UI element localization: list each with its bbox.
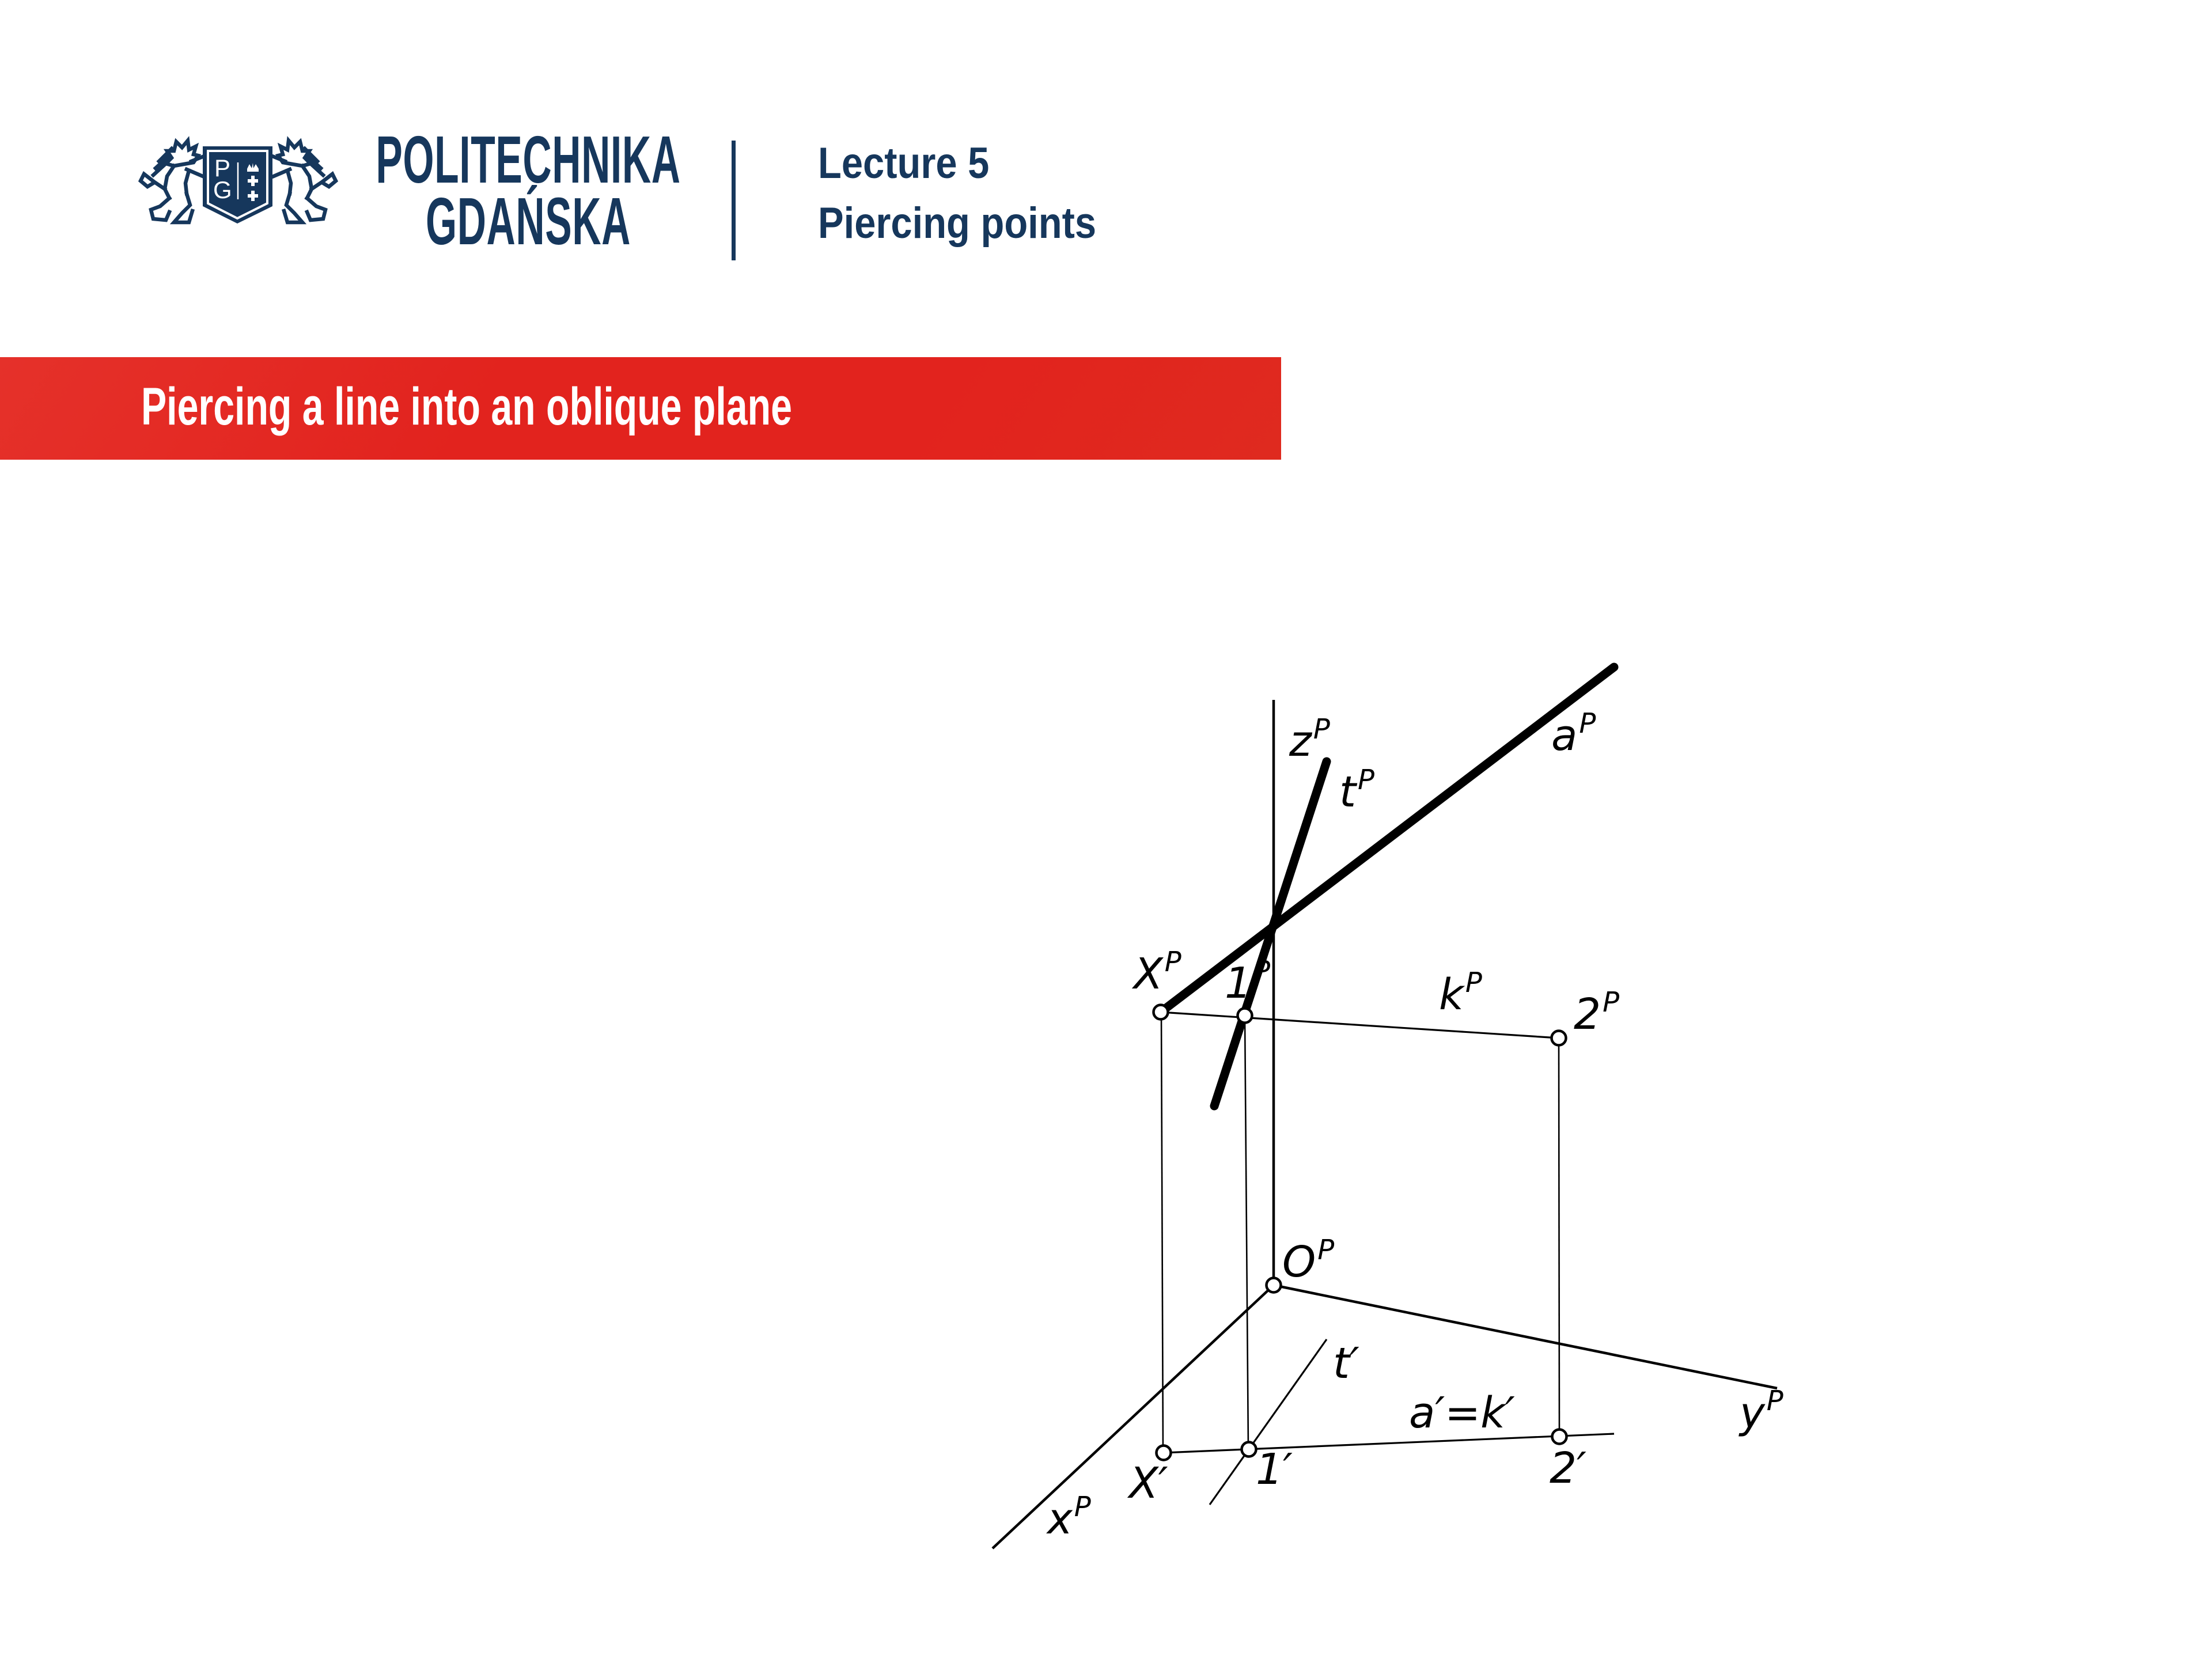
line-k-picture (1161, 1012, 1559, 1038)
label-t-top-view: t′ (1333, 1339, 1359, 1388)
label-t-picture: $t^P$ (1339, 764, 1374, 817)
institution-line1: POLITECHNIKA (376, 122, 681, 197)
label-k-picture: $k^P$ (1439, 967, 1482, 1020)
label-X-top-view: X′ (1129, 1459, 1168, 1508)
point-2-picture (1552, 1031, 1566, 1046)
label-x-axis: $x^P$ (1047, 1491, 1091, 1544)
point-1-picture (1238, 1009, 1252, 1023)
projection-line-X (1161, 1012, 1163, 1453)
lecture-topic: Piercing points (818, 199, 1097, 248)
label-a-picture: $a^P$ (1551, 707, 1596, 760)
institution-line2: GDAŃSKA (425, 184, 631, 259)
point-origin (1267, 1278, 1281, 1293)
line-a-k-top-view (1164, 1434, 1614, 1453)
label-1-picture: $1^P$ (1225, 955, 1271, 1008)
label-2-picture: $2^P$ (1574, 986, 1620, 1039)
label-X-picture: $X^P$ (1134, 946, 1181, 999)
label-origin: $O^P$ (1282, 1234, 1335, 1287)
point-X-top-view (1157, 1446, 1171, 1460)
label-1-top-view: 1′ (1256, 1445, 1293, 1494)
label-a-k-top-view: a′=k′ (1409, 1388, 1515, 1438)
label-y-axis: $y^P$ (1740, 1385, 1783, 1438)
lecture-number: Lecture 5 (818, 139, 990, 188)
point-1-top-view (1242, 1442, 1256, 1457)
point-2-top-view (1552, 1430, 1567, 1444)
label-2-top-view: 2′ (1550, 1444, 1586, 1493)
slide-title: Piercing a line into an oblique plane (141, 377, 792, 436)
x-axis-line (993, 1285, 1274, 1548)
label-z-axis: $z^P$ (1289, 713, 1330, 766)
monogram-p: P (214, 154, 231, 181)
point-X-picture (1154, 1005, 1168, 1020)
line-t-picture (1214, 762, 1327, 1106)
projection-line-1 (1245, 1016, 1248, 1449)
monogram-g: G (213, 176, 232, 203)
